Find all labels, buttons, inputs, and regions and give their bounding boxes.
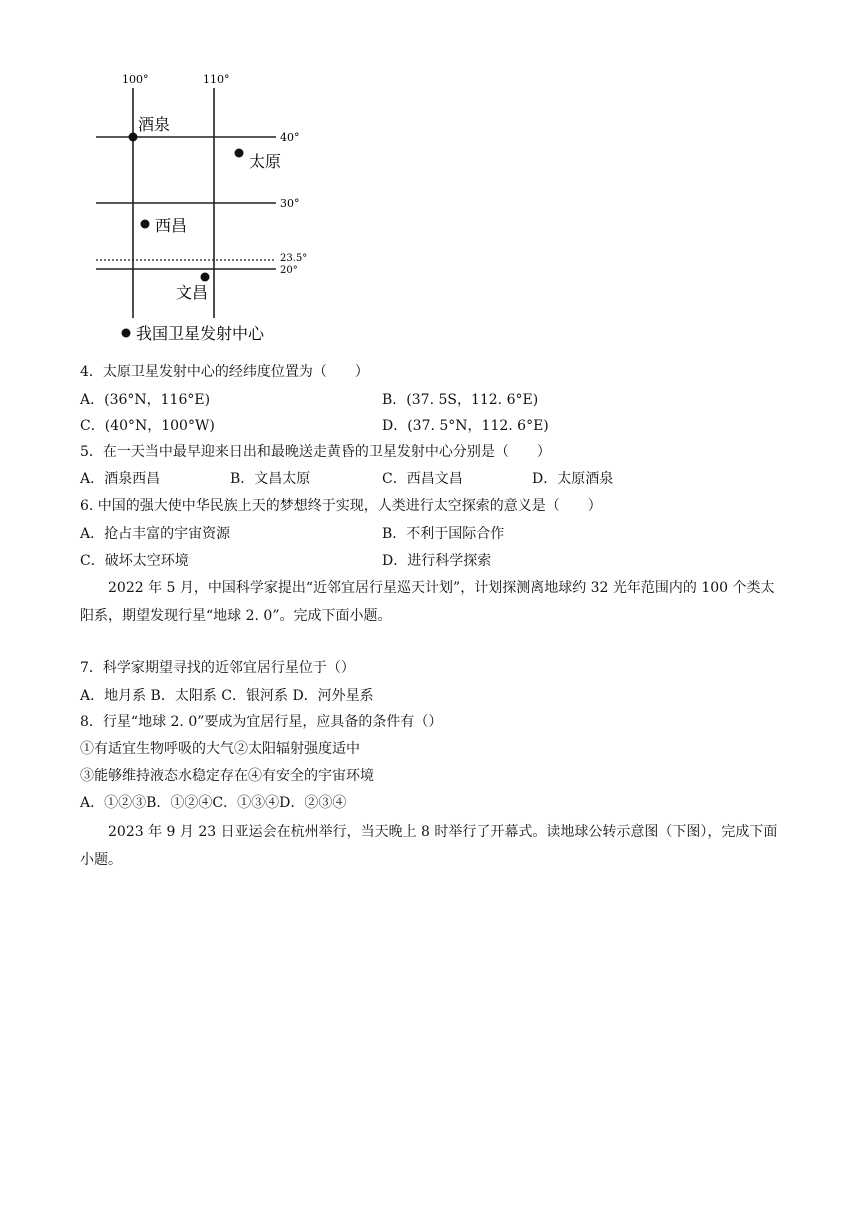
lat-label-40: 40°: [280, 131, 300, 144]
wenchang-label: 文昌: [176, 283, 209, 302]
q4-option-a: A．(36°N，116°E): [80, 392, 211, 408]
lat-label-20: 20°: [280, 265, 298, 276]
q5-stem: 5．在一天当中最早迎来日出和最晚送走黄昏的卫星发射中心分别是（ ）: [80, 444, 551, 460]
q6-option-b: B．不利于国际合作: [382, 526, 505, 542]
taiyuan-marker: [235, 149, 244, 158]
q8-options: A．①②③B．①②④C．①③④D．②③④: [80, 795, 347, 811]
q5-option-b: B．文昌太原: [230, 471, 311, 487]
lat-label-30: 30°: [280, 197, 300, 210]
wenchang-marker: [201, 273, 210, 282]
q8-conditions-2: ③能够维持液态水稳定存在④有安全的宇宙环境: [80, 768, 374, 784]
q5-option-c: C．西昌文昌: [382, 471, 463, 487]
legend-marker: [122, 329, 131, 338]
q6-option-c: C．破坏太空环境: [80, 553, 189, 569]
q7-stem: 7．科学家期望寻找的近邻宜居行星位于（）: [80, 660, 355, 676]
xichang-label: 西昌: [155, 216, 188, 235]
q8-stem: 8．行星“地球 2. 0”要成为宜居行星，应具备的条件有（）: [80, 714, 443, 730]
jiuquan-label: 酒泉: [138, 115, 171, 134]
q5-option-a: A．酒泉西昌: [80, 471, 161, 487]
q4-option-c: C．(40°N，100°W): [80, 418, 215, 434]
q6-option-d: D．进行科学探索: [382, 553, 492, 569]
satellite-launch-center-map: [88, 70, 338, 345]
passage-2022: 2022 年 5 月，中国科学家提出“近邻宜居行星巡天计划”，计划探测离地球约 32 光年范围内的 100 个类太阳系，期望发现行星“地球 2. 0”。完成下面小题。: [80, 580, 775, 624]
q6-option-a: A．抢占丰富的宇宙资源: [80, 526, 231, 542]
lat-label-23-5: 23.5°: [280, 253, 308, 264]
taiyuan-label: 太原: [249, 152, 282, 171]
xichang-marker: [141, 220, 150, 229]
lon-label-100: 100°: [122, 73, 149, 86]
q7-options: A．地月系 B．太阳系 C．银河系 D．河外星系: [80, 688, 374, 704]
jiuquan-marker: [129, 133, 138, 142]
lon-label-110: 110°: [203, 73, 230, 86]
q8-conditions-1: ①有适宜生物呼吸的大气②太阳辐射强度适中: [80, 741, 360, 757]
q5-option-d: D．太原酒泉: [532, 471, 614, 487]
legend-label: 我国卫星发射中心: [136, 324, 265, 343]
q4-option-b: B．(37. 5S，112. 6°E): [382, 392, 539, 408]
q6-stem: 6. 中国的强大使中华民族上天的梦想终于实现，人类进行太空探索的意义是（ ）: [80, 498, 602, 514]
passage-2023: 2023 年 9 月 23 日亚运会在杭州举行，当天晚上 8 时举行了开幕式。读地球公转示意图（下图），完成下面小题。: [80, 824, 778, 868]
q4-option-d: D．(37. 5°N，112. 6°E): [382, 418, 549, 434]
q4-stem: 4．太原卫星发射中心的经纬度位置为（ ）: [80, 364, 369, 380]
